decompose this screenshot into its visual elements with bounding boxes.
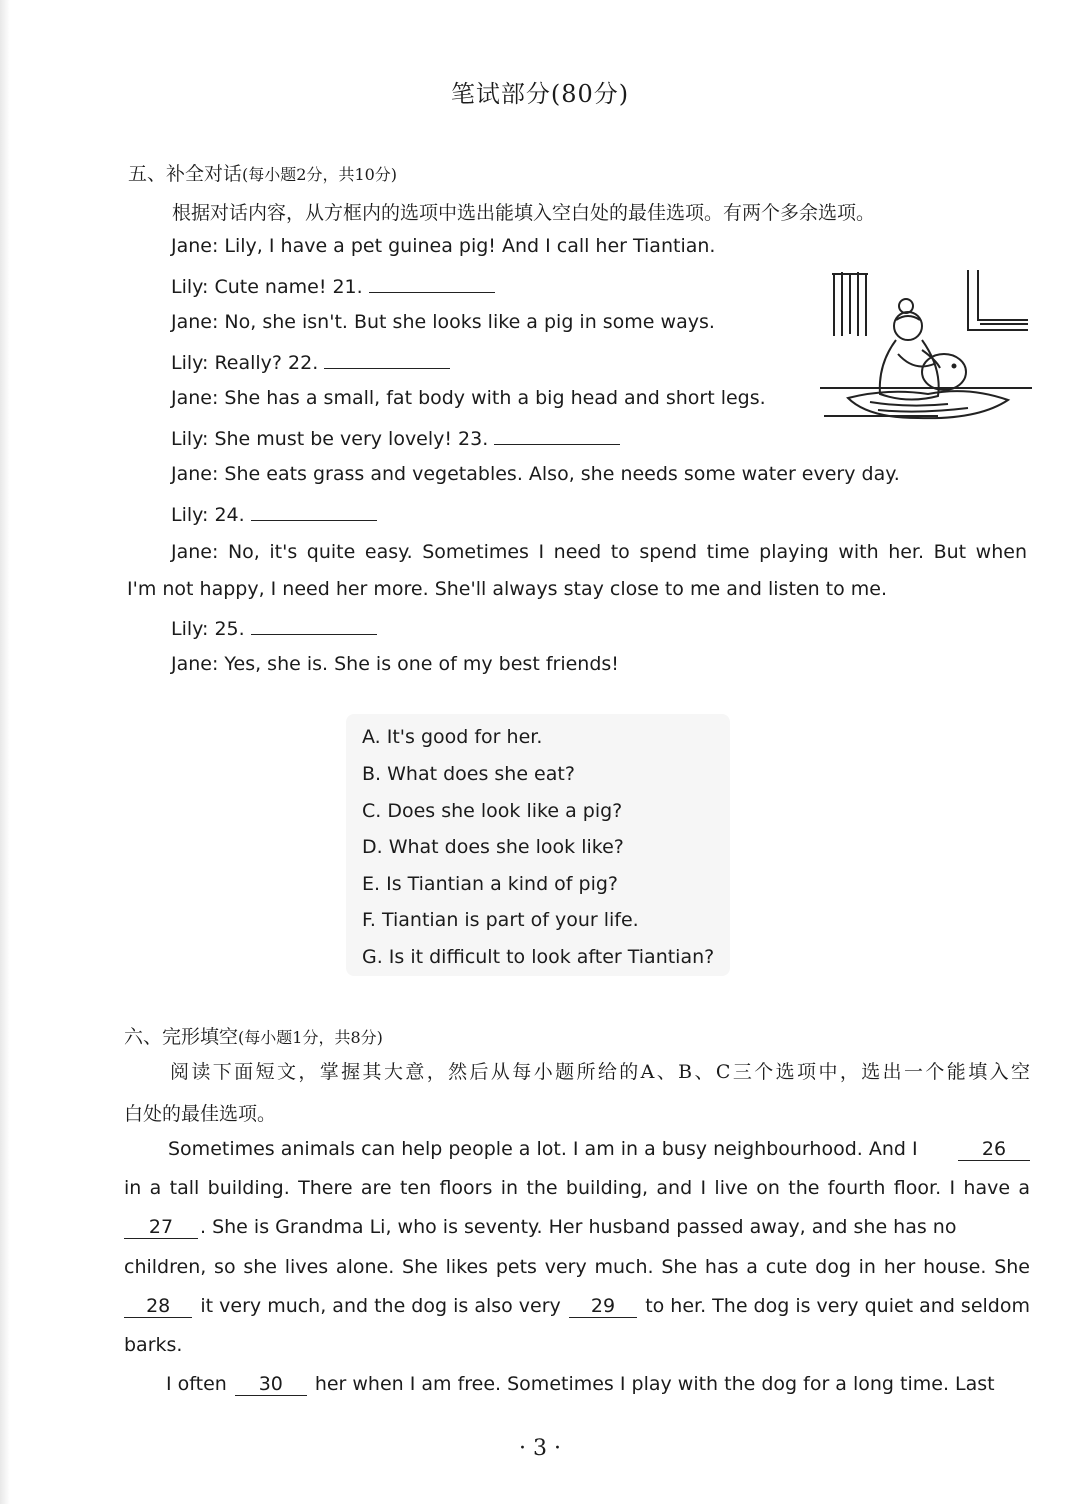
dialogue-line-10: I'm not happy, I need her more. She'll always stay close to me and listen to me. <box>127 578 888 600</box>
passage-line-5-text-b: to her. The dog is very quiet and seldom <box>645 1295 1030 1317</box>
section6-instruction-line-2: 白处的最佳选项。 <box>124 1103 277 1125</box>
dialogue-line-3: Jane: No, she isn't. But she looks like a pig in some ways. <box>171 311 715 333</box>
section6-points: (每小题1分，共8分) <box>238 1028 383 1047</box>
option-b: B. What does she eat? <box>362 763 575 785</box>
answer-blank-29[interactable]: 29 <box>569 1295 637 1318</box>
option-d: D. What does she look like? <box>362 836 624 858</box>
option-f: F. Tiantian is part of your life. <box>362 909 639 931</box>
answer-blank-25[interactable] <box>251 615 377 635</box>
section6-instruction-line-1: 阅读下面短文，掌握其大意，然后从每小题所给的A、B、C三个选项中，选出一个能填入空 <box>170 1061 1030 1083</box>
answer-blank-28[interactable]: 28 <box>124 1295 192 1318</box>
passage-line-5-text-a: it very much, and the dog is also very <box>200 1295 561 1317</box>
dialogue-line-7: Jane: She eats grass and vegetables. Also, she needs some water every day. <box>171 463 900 485</box>
answer-blank-22[interactable] <box>324 349 450 369</box>
page-title: 笔试部分(80分) <box>450 80 630 108</box>
dialogue-line-6-text: Lily: She must be very lovely! 23. <box>171 428 489 450</box>
dialogue-line-6 <box>171 425 620 450</box>
answer-blank-23[interactable] <box>494 425 620 445</box>
answer-blank-21[interactable] <box>369 273 495 293</box>
section6-heading <box>124 1022 383 1049</box>
section5-heading <box>128 159 397 186</box>
dialogue-line-2-text: Lily: Cute name! 21. <box>171 276 363 298</box>
dialogue-line-11 <box>171 615 377 640</box>
answer-blank-26[interactable]: 26 <box>958 1138 1030 1161</box>
passage-line-1 <box>168 1138 1030 1161</box>
dialogue-line-4 <box>171 349 450 374</box>
passage-line-5 <box>124 1295 1030 1318</box>
options-box <box>346 714 730 976</box>
dialogue-line-8-text: Lily: 24. <box>171 504 245 526</box>
dialogue-line-4-text: Lily: Really? 22. <box>171 352 319 374</box>
dialogue-line-2 <box>171 273 495 298</box>
girl-hugging-guinea-pig-illustration <box>818 268 1034 428</box>
dialogue-line-9: Jane: No, it's quite easy. Sometimes I need to spend time playing with her. But when <box>171 541 1027 563</box>
passage-line-7 <box>166 1373 1030 1396</box>
passage-line-7-text-a: I often <box>166 1373 227 1395</box>
passage-line-6: barks. <box>124 1334 183 1356</box>
passage-line-3 <box>124 1216 1030 1239</box>
option-c: C. Does she look like a pig? <box>362 800 623 822</box>
dialogue-line-11-text: Lily: 25. <box>171 618 245 640</box>
section5-instruction: 根据对话内容，从方框内的选项中选出能填入空白处的最佳选项。有两个多余选项。 <box>172 202 876 224</box>
section5-title: 五、补全对话 <box>128 163 243 185</box>
dialogue-line-12: Jane: Yes, she is. She is one of my best friends! <box>171 653 619 675</box>
passage-line-2: in a tall building. There are ten floors in the building, and I live on the fourth floor. I have a <box>124 1177 1030 1199</box>
page-number: · 3 · <box>519 1436 561 1461</box>
dialogue-line-5: Jane: She has a small, fat body with a big head and short legs. <box>171 387 766 409</box>
section5-points: (每小题2分，共10分) <box>242 165 398 184</box>
passage-line-1-text: Sometimes animals can help people a lot. I am in a busy neighbourhood. And I <box>168 1138 918 1160</box>
passage-line-7-text-b: her when I am free. Sometimes I play with the dog for a long time. Last <box>314 1373 995 1395</box>
answer-blank-24[interactable] <box>251 501 377 521</box>
section6-title: 六、完形填空 <box>124 1026 239 1048</box>
passage-line-4: children, so she lives alone. She likes pets very much. She has a cute dog in her house. She <box>124 1256 1030 1278</box>
scan-edge-shadow <box>0 0 10 1504</box>
dialogue-line-8 <box>171 501 377 526</box>
answer-blank-30[interactable]: 30 <box>235 1373 307 1396</box>
option-e: E. Is Tiantian a kind of pig? <box>362 873 619 895</box>
option-a: A. It's good for her. <box>362 726 543 748</box>
passage-line-3-text: . She is Grandma Li, who is seventy. Her husband passed away, and she has no <box>200 1216 957 1238</box>
option-g: G. Is it difficult to look after Tiantian? <box>362 946 715 968</box>
answer-blank-27[interactable]: 27 <box>124 1216 198 1239</box>
dialogue-line-1: Jane: Lily, I have a pet guinea pig! And I call her Tiantian. <box>171 235 716 257</box>
